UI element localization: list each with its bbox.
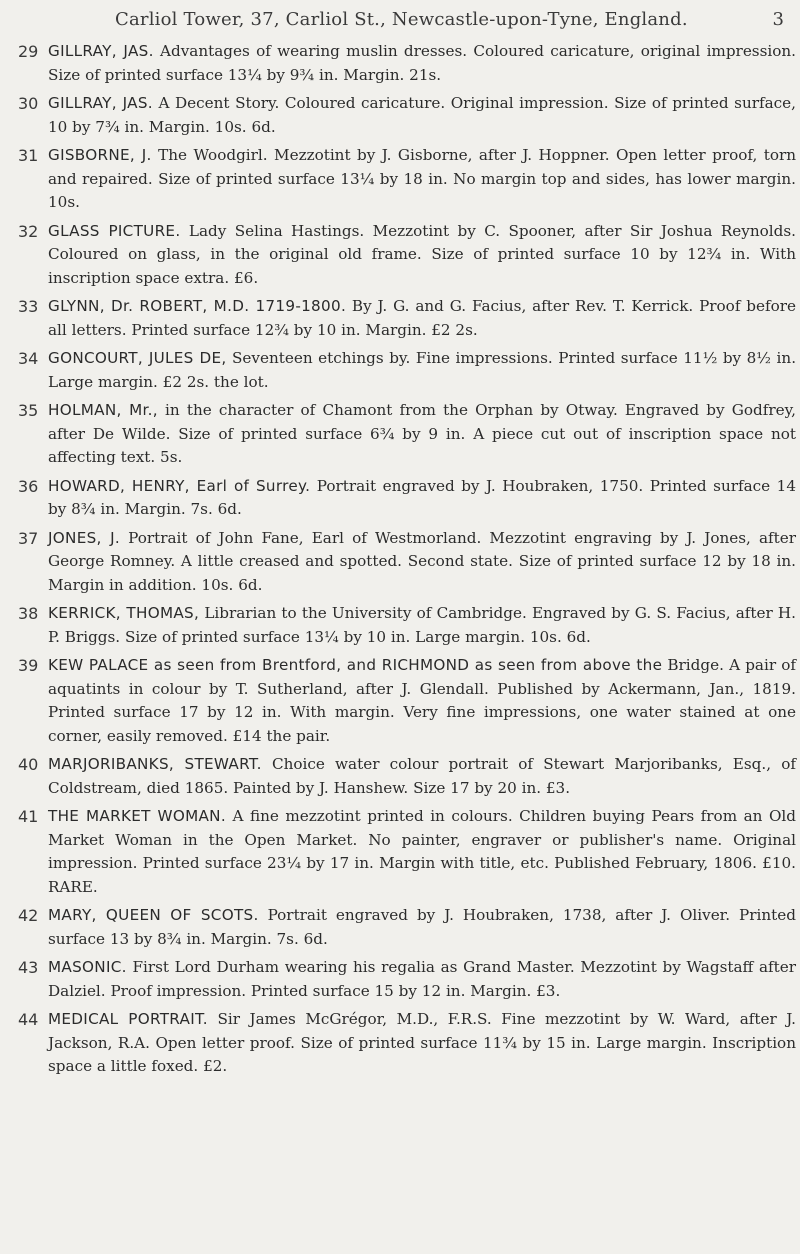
entry-heading: GLYNN, Dr. ROBERT, M.D. 1719-1800. [48, 297, 347, 315]
entry-number: 30 [18, 94, 39, 113]
catalogue-entry [18, 654, 796, 748]
entry-heading: GISBORNE, J. [48, 146, 152, 164]
catalogue-entry [18, 347, 796, 394]
entry-heading: MARJORIBANKS, STEWART. [48, 755, 262, 773]
entry-text [48, 753, 796, 800]
entry-heading: MASONIC. [48, 958, 127, 976]
entry-text [48, 220, 796, 291]
catalogue-entry [18, 40, 796, 87]
entry-description: Advantages of wearing muslin dresses. Coloured caricature, original impression. Size of printed surface 13¼ by 9¾ in. Margin. 21s. [48, 42, 796, 84]
page-number: 3 [772, 9, 784, 30]
catalogue-entry [18, 904, 796, 951]
entry-number: 29 [18, 42, 39, 61]
entry-text [48, 92, 796, 139]
entry-number: 35 [18, 401, 39, 420]
entry-heading: GILLRAY, JAS. [48, 94, 153, 112]
entry-text [48, 399, 796, 470]
entry-description: Librarian to the University of Cambridge. Engraved by G. S. Facius, after H. P. Briggs. Size of printed surface 13¼ by 10 in. Large margin. 10s. 6d. [48, 604, 797, 646]
page-header [18, 0, 796, 40]
entry-heading: GILLRAY, JAS. [48, 42, 154, 60]
entry-heading: HOWARD, HENRY, Earl of Surrey. [48, 476, 311, 495]
catalogue-entry [18, 399, 796, 470]
entry-description: Portrait engraved by J. Houbraken, 1738, after J. Oliver. Printed surface 13 by 8¾ in. Margin. 7s. 6d. [48, 906, 796, 948]
entry-number: 38 [18, 604, 39, 623]
entry-heading: GONCOURT, JULES DE, [48, 349, 227, 367]
entry-heading: THE MARKET WOMAN. [48, 807, 226, 825]
catalogue-entry [18, 92, 796, 139]
entry-number: 42 [18, 906, 39, 925]
entry-number: 34 [18, 349, 39, 368]
entry-description: Seventeen etchings by. Fine impressions. Printed surface 11½ by 8½ in. Large margin. £2 2s. the lot. [48, 349, 797, 391]
entry-heading: KEW PALACE as seen from Brentford, and RICHMOND as seen from above the [48, 656, 663, 674]
entry-text [48, 654, 796, 748]
entry-description: Choice water colour portrait of Stewart Marjoribanks, Esq., of Coldstream, died 1865. Painted by J. Hanshew. Size 17 by 20 in. £3. [48, 755, 796, 797]
entry-text [48, 805, 796, 899]
entry-number: 43 [18, 958, 39, 977]
entry-number: 36 [18, 476, 39, 496]
catalogue-entry [18, 956, 796, 1003]
catalogue-entry [18, 1008, 796, 1079]
catalogue-entry [18, 527, 796, 598]
entry-number: 40 [18, 755, 39, 774]
entry-text [48, 347, 796, 394]
entry-text [48, 956, 796, 1003]
entry-heading: GLASS PICTURE. [48, 221, 181, 240]
entry-heading: MEDICAL PORTRAIT. [48, 1010, 208, 1028]
catalogue-entry [18, 144, 796, 215]
entry-description: A Decent Story. Coloured caricature. Original impression. Size of printed surface, 10 by 7¾ in. Margin. 10s. 6d. [48, 94, 796, 136]
entry-text [48, 295, 796, 342]
entry-description: Lady Selina Hastings. Mezzotint by C. Spooner, after Sir Joshua Reynolds. Coloured on glass, in the original old frame. Size of printed surface 10 by 12¾ in. With inscription space extra. £6. [48, 221, 796, 287]
entry-text [48, 40, 796, 87]
catalogue-entry [18, 220, 796, 291]
entry-text [48, 475, 796, 522]
entry-text [48, 144, 796, 215]
entry-description: The Woodgirl. Mezzotint by J. Gisborne, after J. Hoppner. Open letter proof, torn and repaired. Size of printed surface 13¼ by 18 in. No margin top and sides, has lower margin. 10s. [48, 146, 797, 211]
entry-description: First Lord Durham wearing his regalia as Grand Master. Mezzotint by Wagstaff after Dalziel. Proof impression. Printed surface 15 by 12 in. Margin. £3. [48, 958, 797, 1000]
catalogue-entry [18, 295, 796, 342]
entry-heading: KERRICK, THOMAS, [48, 604, 200, 622]
entry-text [48, 1008, 796, 1079]
catalogue-entry [18, 602, 796, 649]
entry-description: Portrait engraved by J. Houbraken, 1750. Printed surface 14 by 8¾ in. Margin. 7s. 6d. [48, 476, 796, 518]
entry-text [48, 527, 796, 598]
entry-description: By J. G. and G. Facius, after Rev. T. Kerrick. Proof before all letters. Printed surface 12¾ by 10 in. Margin. £2 2s. [48, 297, 797, 339]
entry-number: 44 [18, 1010, 39, 1029]
entry-heading: HOLMAN, Mr., [48, 401, 158, 419]
catalogue-entry [18, 753, 796, 800]
entry-number: 39 [18, 656, 39, 675]
entry-number: 31 [18, 146, 39, 165]
catalogue-entry [18, 475, 796, 522]
entry-text [48, 904, 796, 951]
catalogue-entry [18, 805, 796, 899]
entry-description: Bridge. A pair of aquatints in colour by T. Sutherland, after J. Glendall. Published by Ackermann, Jan., 1819. Printed surface 17 by 12 in. With margin. Very fine impressions, one water stained at one corner, easily removed. £14 the pair. [48, 656, 797, 745]
entry-number: 32 [18, 221, 39, 241]
entry-description: A fine mezzotint printed in colours. Children buying Pears from an Old Market Woman in the Open Market. No painter, engraver or publisher's name. Original impression. Printed surface 23¼ by 17 in. Margin with title, etc. Published February, 1806. £10. RARE. [48, 807, 796, 896]
entry-description: in the character of Chamont from the Orphan by Otway. Engraved by Godfrey, after De Wilde. Size of printed surface 6¾ by 9 in. A piece cut out of inscription space not affecting text. 5s. [48, 401, 796, 466]
entry-heading: MARY, QUEEN OF SCOTS. [48, 906, 259, 924]
catalogue-entries [18, 40, 796, 1079]
entry-text [48, 602, 796, 649]
header-address: Carliol Tower, 37, Carliol St., Newcastle-upon-Tyne, England. [115, 9, 688, 30]
entry-number: 41 [18, 807, 39, 826]
entry-heading: JONES, J. [48, 528, 120, 547]
entry-number: 37 [18, 528, 39, 548]
entry-description: Portrait of John Fane, Earl of Westmorland. Mezzotint engraving by J. Jones, after George Romney. A little creased and spotted. Second state. Size of printed surface 12 by 18 in. Margin in addition. 10s. 6d. [48, 528, 797, 594]
entry-description: Sir James McGrégor, M.D., F.R.S. Fine mezzotint by W. Ward, after J. Jackson, R.A. Open letter proof. Size of printed surface 11¾ by 15 in. Large margin. Inscription space a little foxed. £2. [48, 1010, 796, 1075]
entry-number: 33 [18, 297, 39, 316]
